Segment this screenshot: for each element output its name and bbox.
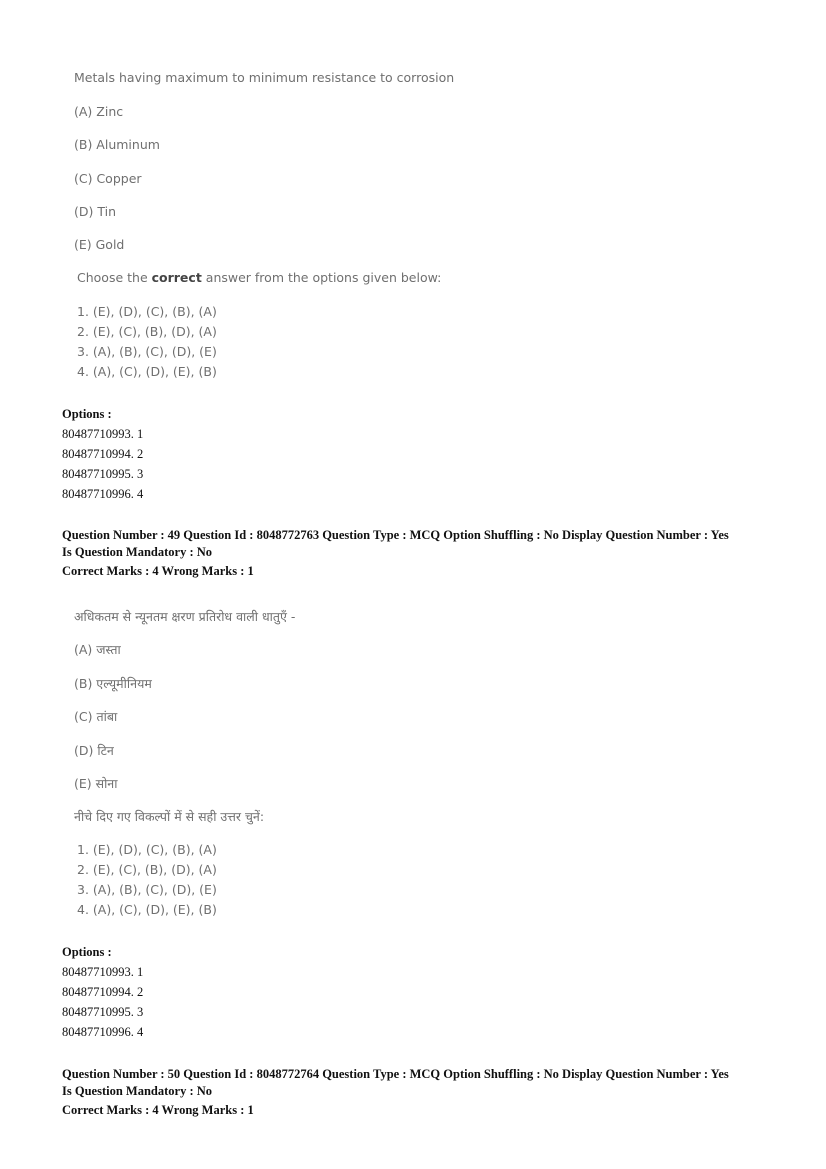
option-line: 80487710995. 3 bbox=[62, 467, 144, 481]
answer-1: 1. (E), (D), (C), (B), (A) bbox=[77, 304, 217, 319]
choose-instruction: Choose the correct answer from the options given below: bbox=[77, 270, 442, 285]
question-49-marks: Correct Marks : 4 Wrong Marks : 1 bbox=[62, 564, 254, 578]
answer-1: 1. (E), (D), (C), (B), (A) bbox=[77, 842, 217, 857]
item-b: (B) Aluminum bbox=[74, 137, 160, 152]
question-image-hindi bbox=[74, 608, 296, 917]
question-image-english bbox=[74, 70, 455, 379]
question-stem: अधिकतम से न्यूनतम क्षरण प्रतिरोध वाली धातुएँ - bbox=[74, 609, 296, 624]
item-e: (E) सोना bbox=[74, 776, 118, 791]
answer-2: 2. (E), (C), (B), (D), (A) bbox=[77, 862, 217, 877]
answer-4: 4. (A), (C), (D), (E), (B) bbox=[77, 902, 217, 917]
answer-list bbox=[77, 302, 217, 382]
options-section-1 bbox=[62, 404, 143, 504]
item-b: (B) एल्यूमीनियम bbox=[74, 676, 152, 691]
option-line: 80487710994. 2 bbox=[62, 447, 144, 461]
option-line: 80487710996. 4 bbox=[62, 1025, 144, 1039]
item-a: (A) Zinc bbox=[74, 104, 124, 119]
answer-2: 2. (E), (C), (B), (D), (A) bbox=[77, 324, 217, 339]
choose-instruction: नीचे दिए गए विकल्पों में से सही उत्तर चुनें: bbox=[74, 809, 265, 824]
answer-4: 4. (A), (C), (D), (E), (B) bbox=[77, 364, 217, 379]
item-d: (D) टिन bbox=[74, 743, 114, 758]
option-line: 80487710994. 2 bbox=[62, 985, 144, 999]
item-a: (A) जस्ता bbox=[74, 642, 121, 657]
option-line: 80487710993. 1 bbox=[62, 427, 144, 441]
question-50-mandatory: Is Question Mandatory : No bbox=[62, 1084, 213, 1098]
item-c: (C) तांबा bbox=[74, 709, 118, 724]
options-title: Options : bbox=[62, 407, 112, 421]
options-title: Options : bbox=[62, 945, 112, 959]
item-e: (E) Gold bbox=[74, 237, 125, 252]
option-line: 80487710993. 1 bbox=[62, 965, 144, 979]
question-49-header: Question Number : 49 Question Id : 8048772763 Question Type : MCQ Option Shuffling : No Display Question Number : Yes bbox=[62, 528, 729, 542]
option-line: 80487710996. 4 bbox=[62, 487, 144, 501]
answer-list bbox=[77, 840, 217, 920]
options-section-2 bbox=[62, 942, 143, 1042]
question-49-meta bbox=[62, 527, 729, 580]
question-50-marks: Correct Marks : 4 Wrong Marks : 1 bbox=[62, 1103, 254, 1117]
question-49-mandatory: Is Question Mandatory : No bbox=[62, 545, 213, 559]
answer-3: 3. (A), (B), (C), (D), (E) bbox=[77, 882, 217, 897]
item-c: (C) Copper bbox=[74, 171, 142, 186]
question-50-meta bbox=[62, 1066, 729, 1119]
answer-3: 3. (A), (B), (C), (D), (E) bbox=[77, 344, 217, 359]
question-50-header: Question Number : 50 Question Id : 8048772764 Question Type : MCQ Option Shuffling : No Display Question Number : Yes bbox=[62, 1067, 729, 1081]
question-stem: Metals having maximum to minimum resistance to corrosion bbox=[74, 70, 455, 85]
item-d: (D) Tin bbox=[74, 204, 116, 219]
option-line: 80487710995. 3 bbox=[62, 1005, 144, 1019]
